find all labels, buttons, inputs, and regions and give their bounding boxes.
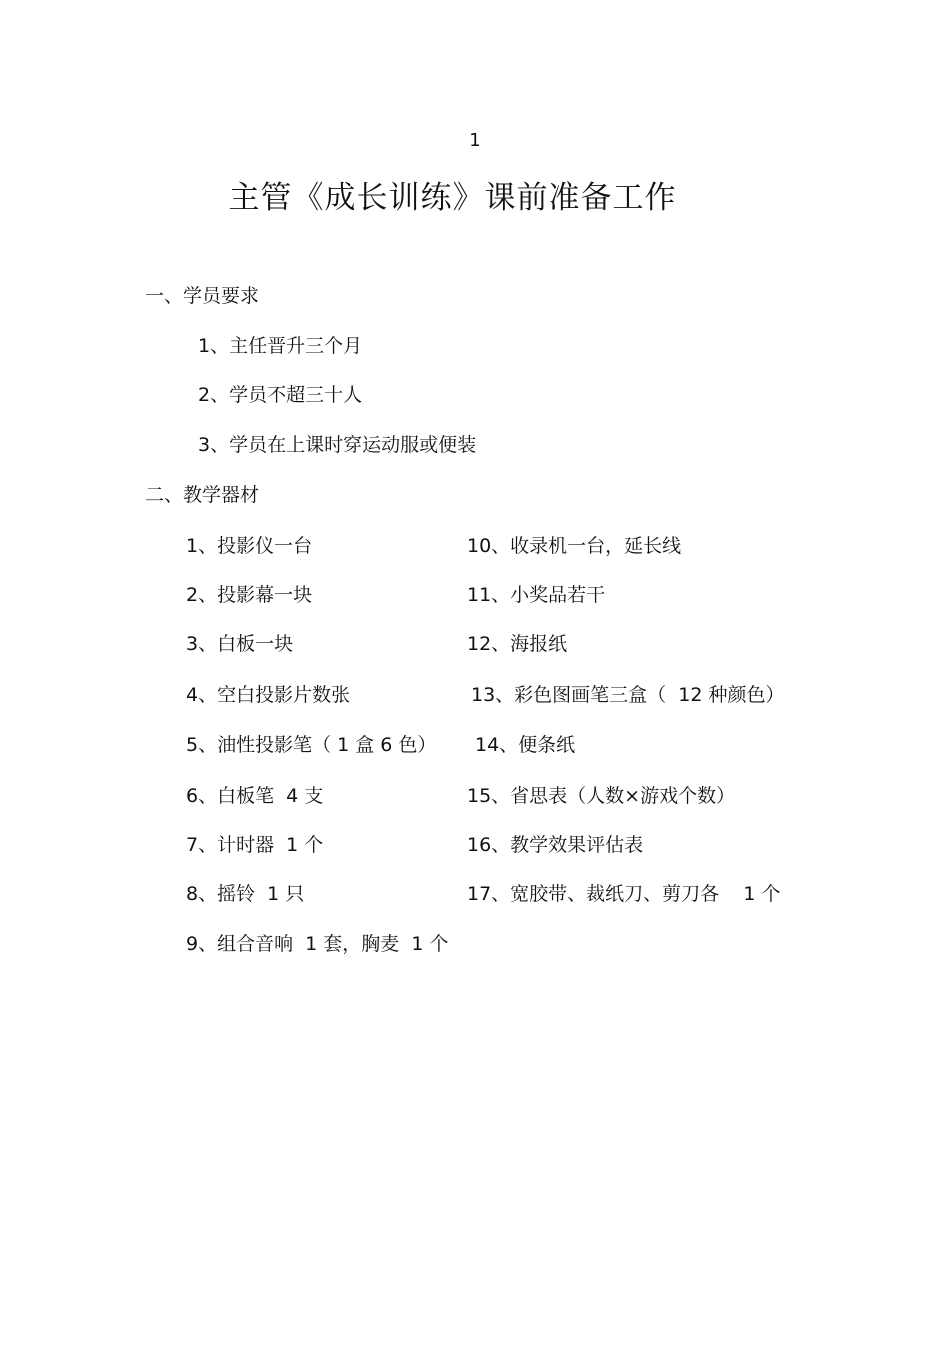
- list-item: 15、省思表（人数×游戏个数）: [467, 785, 736, 807]
- list-item: 16、教学效果评估表: [467, 834, 644, 856]
- list-item: 2、学员不超三十人: [198, 384, 363, 406]
- list-item: 6、白板笔 4 支: [186, 785, 324, 807]
- list-item: 3、白板一块: [186, 633, 294, 655]
- section-heading-materials: 二、教学器材: [145, 484, 260, 506]
- list-item: 5、油性投影笔（ 1 盒 6 色）: [186, 734, 437, 756]
- document-title: 主管《成长训练》课前准备工作: [228, 180, 677, 216]
- list-item: 4、空白投影片数张: [186, 684, 351, 706]
- list-item: 17、宽胶带、裁纸刀、剪刀各 1 个: [467, 883, 781, 905]
- list-item: 8、摇铃 1 只: [186, 883, 305, 905]
- list-item: 2、投影幕一块: [186, 584, 313, 606]
- list-item: 14、便条纸: [475, 734, 576, 756]
- page-number: 1: [469, 130, 481, 151]
- list-item: 1、投影仪一台: [186, 535, 313, 557]
- list-item: 12、海报纸: [467, 633, 568, 655]
- list-item: 7、计时器 1 个: [186, 834, 324, 856]
- list-item: 9、组合音响 1 套，胸麦 1 个: [186, 933, 449, 955]
- list-item: 10、收录机一台，延长线: [467, 535, 682, 557]
- list-item: 13、彩色图画笔三盒（ 12 种颜色）: [471, 684, 785, 706]
- section-heading-requirements: 一、学员要求: [145, 285, 260, 307]
- list-item: 11、小奖品若干: [467, 584, 606, 606]
- list-item: 1、主任晋升三个月: [198, 335, 363, 357]
- list-item: 3、学员在上课时穿运动服或便装: [198, 434, 477, 456]
